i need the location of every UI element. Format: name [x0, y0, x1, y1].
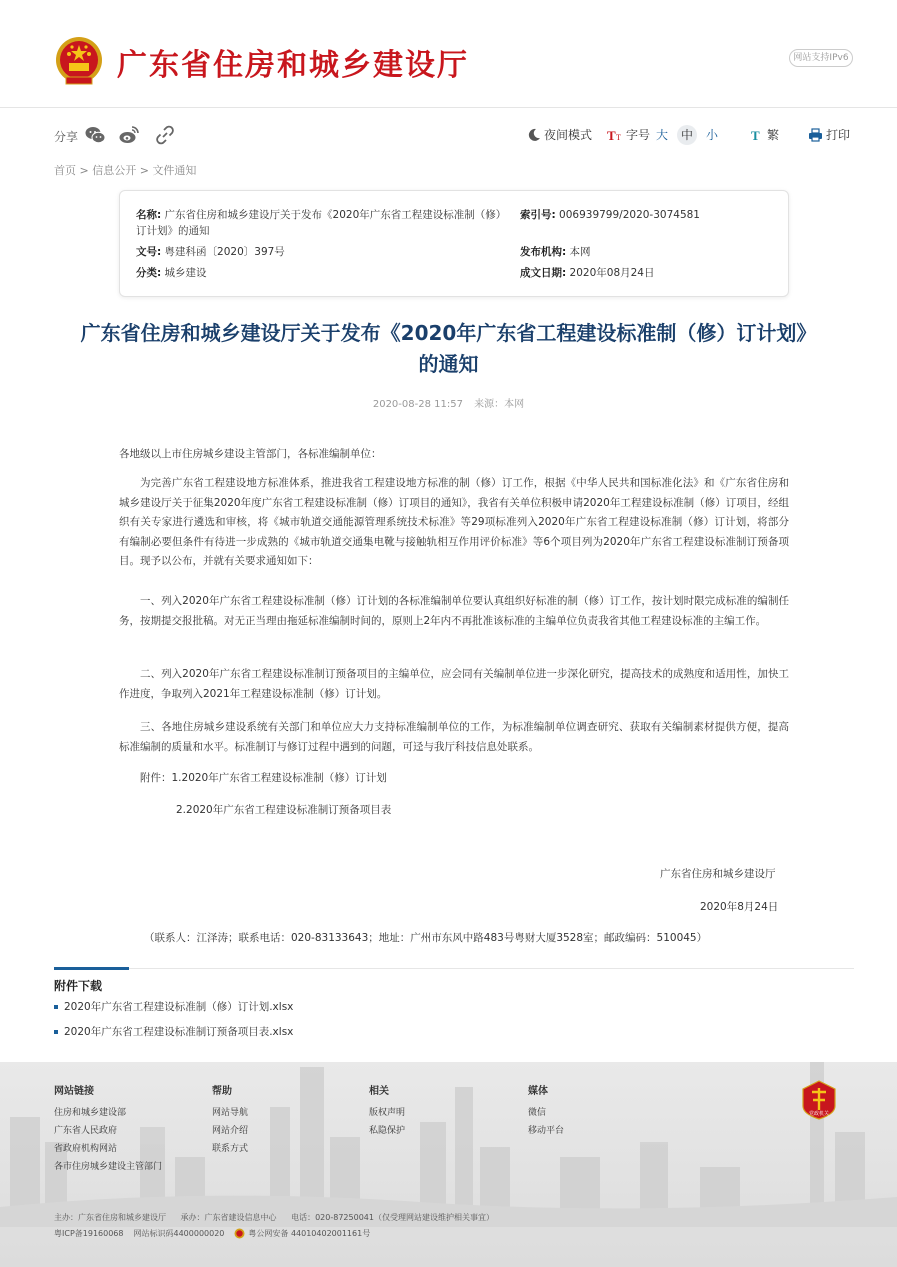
breadcrumb-info-public[interactable]: 信息公开: [92, 164, 137, 177]
footer-column-heading: 网站链接: [54, 1086, 94, 1097]
footer-phone: 电话：020-87250041（仅受理网站建设维护相关事宜）: [291, 1213, 494, 1222]
footer-host-info: [54, 1212, 506, 1223]
national-emblem-icon: [54, 35, 104, 87]
article-meta: [0, 395, 897, 410]
attachment-link-1[interactable]: 2020年广东省工程建设标准制（修）订计划.xlsx: [54, 999, 293, 1014]
site-header: [0, 0, 897, 108]
footer-link-sitemap[interactable]: 网站导航: [212, 1108, 249, 1118]
article-toolbar: [0, 118, 897, 152]
font-size-medium-button[interactable]: 中: [677, 125, 697, 145]
footer-link-contact[interactable]: 联系方式: [212, 1144, 249, 1154]
site-title[interactable]: 广东省住房和城乡建设厅: [117, 48, 469, 83]
document-info-box: [119, 190, 789, 297]
signature: 广东省住房和城乡建设厅: [660, 868, 776, 880]
traditional-text-icon: [751, 128, 764, 142]
attachment-section-title: 附件下载: [54, 979, 103, 993]
attachment-note-1: 附件：1.2020年广东省工程建设标准制（修）订计划: [140, 772, 387, 784]
footer-column-heading: 相关: [369, 1086, 389, 1097]
footer-link-about[interactable]: 网站介绍: [212, 1126, 249, 1136]
font-size-icon: [607, 128, 623, 142]
paragraph-2: 一、列入2020年广东省工程建设标准制（修）订计划的各标准编制单位要认真组织好标准的制（修）订工作，按计划时限完成标准的编制任务，按期提交报批稿。对无正当理由拖延标准编制时间的，原则上2年内不再批准该标准的主编单位负责我省其他工程建设标准的主编工作。: [119, 595, 789, 627]
breadcrumb-home[interactable]: 首页: [54, 164, 76, 177]
info-date: [520, 265, 655, 281]
ipv6-badge: 网站支持IPv6: [789, 49, 853, 67]
info-category-value: 城乡建设: [164, 267, 207, 279]
footer-link-privacy[interactable]: 私隐保护: [369, 1126, 406, 1136]
info-docno-label: 文号:: [136, 246, 162, 258]
font-size-label: 字号: [626, 128, 651, 142]
breadcrumb: [54, 162, 196, 178]
breadcrumb-separator: >: [79, 164, 93, 177]
footer-link-gd-gov[interactable]: 广东省人民政府: [54, 1126, 118, 1136]
info-docno: [136, 244, 285, 260]
share-label: 分享: [54, 130, 79, 144]
footer-link-city-departments[interactable]: 各市住房城乡建设主管部门: [54, 1162, 163, 1172]
site-footer: [0, 1062, 897, 1267]
gov-badge-text: 党政机关: [808, 1111, 830, 1117]
copy-link-icon[interactable]: [154, 124, 176, 146]
print-button[interactable]: [808, 126, 850, 143]
print-label: 打印: [826, 128, 851, 142]
article-title-line1: 广东省住房和城乡建设厅关于发布《2020年广东省工程建设标准制（修）订计划》: [80, 321, 817, 345]
printer-icon: [808, 128, 823, 142]
footer-column-heading: 帮助: [212, 1086, 232, 1097]
article-title-line2: 的通知: [418, 352, 479, 376]
footer-icp[interactable]: 粤ICP备19160068: [54, 1229, 124, 1238]
footer-link-gov-agencies[interactable]: 省政府机构网站: [54, 1144, 118, 1154]
info-docno-value: 粤建科函〔2020〕397号: [164, 246, 285, 258]
night-mode-label: 夜间模式: [544, 128, 593, 142]
svg-text:T: T: [616, 132, 621, 142]
footer-site-code: 网站标识码4400000020: [133, 1229, 225, 1238]
font-size-small-button[interactable]: 小: [705, 128, 718, 142]
info-index-value: 006939799/2020-3074581: [559, 209, 700, 221]
breadcrumb-file-notice[interactable]: 文件通知: [152, 164, 197, 177]
footer-column-media: [528, 1082, 564, 1140]
article-datetime: 2020-08-28 11:57: [372, 399, 463, 410]
footer-column-related: [369, 1082, 405, 1140]
attachment-link-2[interactable]: 2020年广东省工程建设标准制订预备项目表.xlsx: [54, 1024, 293, 1039]
paragraph-1: 为完善广东省工程建设地方标准体系，推进我省工程建设地方标准的制（修）订工作，根据《中华人民共和国标准化法》和《广东省住房和城乡建设厅关于征集2020年度广东省工程建设标准制（修）订项目的通知》，我省有关单位积极申请2020年工程建设标准制（修）订项目，经组织有关专家进行遴选和审核，将《城市轨道交通能源管理系统技术标准》等29项标准列入2020年广东省工程建设标准制（修）订计划，将部分有编制必要但条件有待进一步成熟的《城市轨道交通集电靴与接触轨相互作用评价标准》等6个项目列为2020年广东省工程建设标准制订预备项目。现予以公布，并就有关要求通知如下：: [119, 477, 789, 567]
contact-info: （联系人：江泽涛；联系电话：020-83133643；地址：广州市东风中路483号粤财大厦3528室；邮政编码：510045）: [144, 932, 708, 944]
footer-registration-info: [54, 1228, 370, 1239]
font-size-large-button[interactable]: 大: [655, 128, 668, 142]
article-source: 来源：本网: [474, 399, 525, 410]
footer-column-help: [212, 1082, 248, 1158]
info-date-label: 成文日期:: [520, 267, 567, 279]
info-index: [520, 207, 700, 223]
traditional-label: 繁: [767, 128, 780, 142]
salutation: 各地级以上市住房城乡建设主管部门，各标准编制单位：: [119, 448, 382, 460]
svg-text:T: T: [607, 127, 616, 142]
traditional-chinese-button[interactable]: [751, 126, 779, 143]
footer-link-mohurd[interactable]: 住房和城乡建设部: [54, 1108, 127, 1118]
info-org: [520, 244, 591, 260]
footer-link-mobile[interactable]: 移动平台: [528, 1126, 565, 1136]
paragraph-4: 三、各地住房城乡建设系统有关部门和单位应大力支持标准编制单位的工作，为标准编制单位调查研究、获取有关编制素材提供方便，提高标准编制的质量和水平。标准制订与修订过程中遇到的问题，可迳与我厅科技信息处联系。: [119, 721, 789, 753]
info-org-label: 发布机构:: [520, 246, 567, 258]
attachment-divider: [54, 968, 854, 969]
attachment-note-2: 2.2020年广东省工程建设标准制订预备项目表: [176, 804, 392, 816]
paragraph-3: 二、列入2020年广东省工程建设标准制订预备项目的主编单位，应会同有关编制单位进一步深化研究，提高技术的成熟度和适用性，加快工作进度，争取列入2021年工程建设标准制（修）订计划。: [119, 668, 789, 700]
info-name-value: 广东省住房和城乡建设厅关于发布《2020年广东省工程建设标准制（修）订计划》的通知: [136, 209, 502, 237]
footer-column-links: [54, 1082, 162, 1176]
gov-organization-badge-icon[interactable]: [802, 1080, 836, 1120]
info-category-label: 分类:: [136, 267, 162, 279]
footer-column-heading: 媒体: [528, 1086, 548, 1097]
info-org-value: 本网: [569, 246, 591, 258]
font-size-control: [607, 126, 650, 143]
night-mode-button[interactable]: [527, 126, 592, 143]
info-name: [136, 207, 506, 239]
info-name-label: 名称:: [136, 209, 162, 221]
info-index-label: 索引号:: [520, 209, 556, 221]
police-badge-icon: [234, 1228, 245, 1239]
footer-undertaker: 承办：广东省建设信息中心: [180, 1213, 277, 1222]
footer-police-record[interactable]: [234, 1228, 370, 1239]
wechat-icon[interactable]: [84, 124, 106, 146]
breadcrumb-separator: >: [139, 164, 153, 177]
weibo-icon[interactable]: [118, 124, 140, 146]
article-title: [40, 318, 857, 380]
footer-link-wechat[interactable]: 微信: [528, 1108, 547, 1118]
attachment-accent-bar: [54, 967, 129, 970]
footer-police-text: 粤公网安备 44010402001161号: [248, 1229, 371, 1238]
sign-date: 2020年8月24日: [700, 901, 779, 913]
footer-link-copyright[interactable]: 版权声明: [369, 1108, 406, 1118]
svg-text:T: T: [751, 127, 760, 142]
info-date-value: 2020年08月24日: [569, 267, 655, 279]
moon-icon: [527, 128, 541, 142]
info-category: [136, 265, 207, 281]
footer-host: 主办：广东省住房和城乡建设厅: [54, 1213, 166, 1222]
